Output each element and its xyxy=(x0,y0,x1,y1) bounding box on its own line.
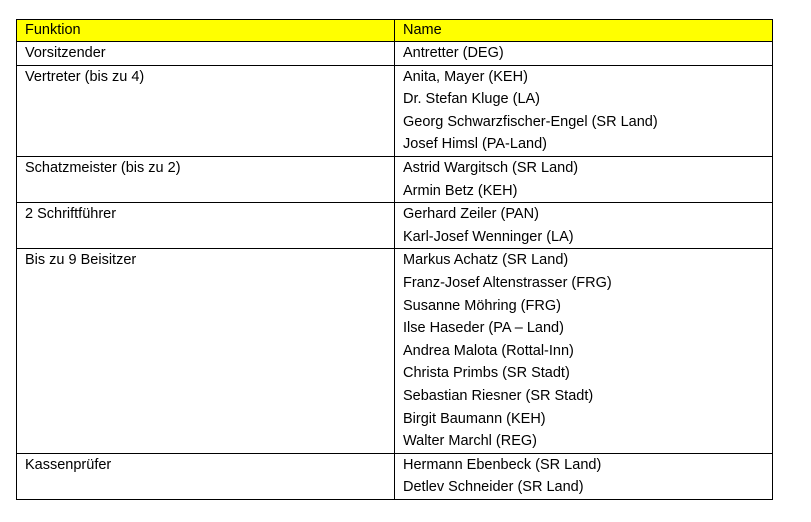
function-cell xyxy=(17,203,395,249)
member-name: Antretter (DEG) xyxy=(403,45,504,61)
table-row xyxy=(17,203,773,249)
member-name: Armin Betz (KEH) xyxy=(403,182,518,199)
function-cell xyxy=(17,65,395,156)
function-label: Schatzmeister (bis zu 2) xyxy=(25,159,181,176)
function-label: 2 Schriftführer xyxy=(25,206,117,223)
member-name: Detlev Schneider (SR Land) xyxy=(403,479,584,496)
member-name: Anita, Mayer (KEH) xyxy=(403,68,528,85)
member-name: Christa Primbs (SR Stadt) xyxy=(403,365,570,382)
function-cell xyxy=(17,156,395,202)
table-header xyxy=(17,20,773,42)
header-row xyxy=(17,20,773,42)
function-cell xyxy=(17,453,395,499)
function-label: Bis zu 9 Beisitzer xyxy=(25,252,137,269)
names-cell xyxy=(395,203,773,249)
names-cell xyxy=(395,453,773,499)
member-name: Georg Schwarzfischer-Engel (SR Land) xyxy=(403,113,658,130)
function-cell xyxy=(17,249,395,453)
member-name: Hermann Ebenbeck (SR Land) xyxy=(403,456,602,473)
names-cell xyxy=(395,42,773,66)
function-label: Vertreter (bis zu 4) xyxy=(25,68,145,85)
table-row xyxy=(17,156,773,202)
table-row xyxy=(17,453,773,499)
header-function: Funktion xyxy=(17,20,395,42)
member-name: Josef Himsl (PA-Land) xyxy=(403,136,547,153)
member-name: Birgit Baumann (KEH) xyxy=(403,410,546,427)
names-cell xyxy=(395,249,773,453)
names-cell xyxy=(395,65,773,156)
roles-table xyxy=(16,19,773,500)
member-name: Dr. Stefan Kluge (LA) xyxy=(403,91,541,108)
member-name: Markus Achatz (SR Land) xyxy=(403,252,569,269)
function-label: Kassenprüfer xyxy=(25,456,112,473)
member-name: Karl-Josef Wenninger (LA) xyxy=(403,228,574,245)
member-name: Walter Marchl (REG) xyxy=(403,433,537,450)
member-name: Susanne Möhring (FRG) xyxy=(403,297,561,314)
function-label: Vorsitzender xyxy=(25,45,106,61)
member-name: Astrid Wargitsch (SR Land) xyxy=(403,159,579,176)
header-name: Name xyxy=(395,20,773,42)
member-name: Franz-Josef Altenstrasser (FRG) xyxy=(403,274,612,291)
table-row xyxy=(17,249,773,453)
member-name: Ilse Haseder (PA – Land) xyxy=(403,320,564,337)
table-row xyxy=(17,42,773,66)
function-cell xyxy=(17,42,395,66)
table-body xyxy=(17,42,773,500)
member-name: Andrea Malota (Rottal-Inn) xyxy=(403,342,574,359)
member-name: Sebastian Riesner (SR Stadt) xyxy=(403,387,594,404)
table-row xyxy=(17,65,773,156)
member-name: Gerhard Zeiler (PAN) xyxy=(403,206,539,223)
names-cell xyxy=(395,156,773,202)
